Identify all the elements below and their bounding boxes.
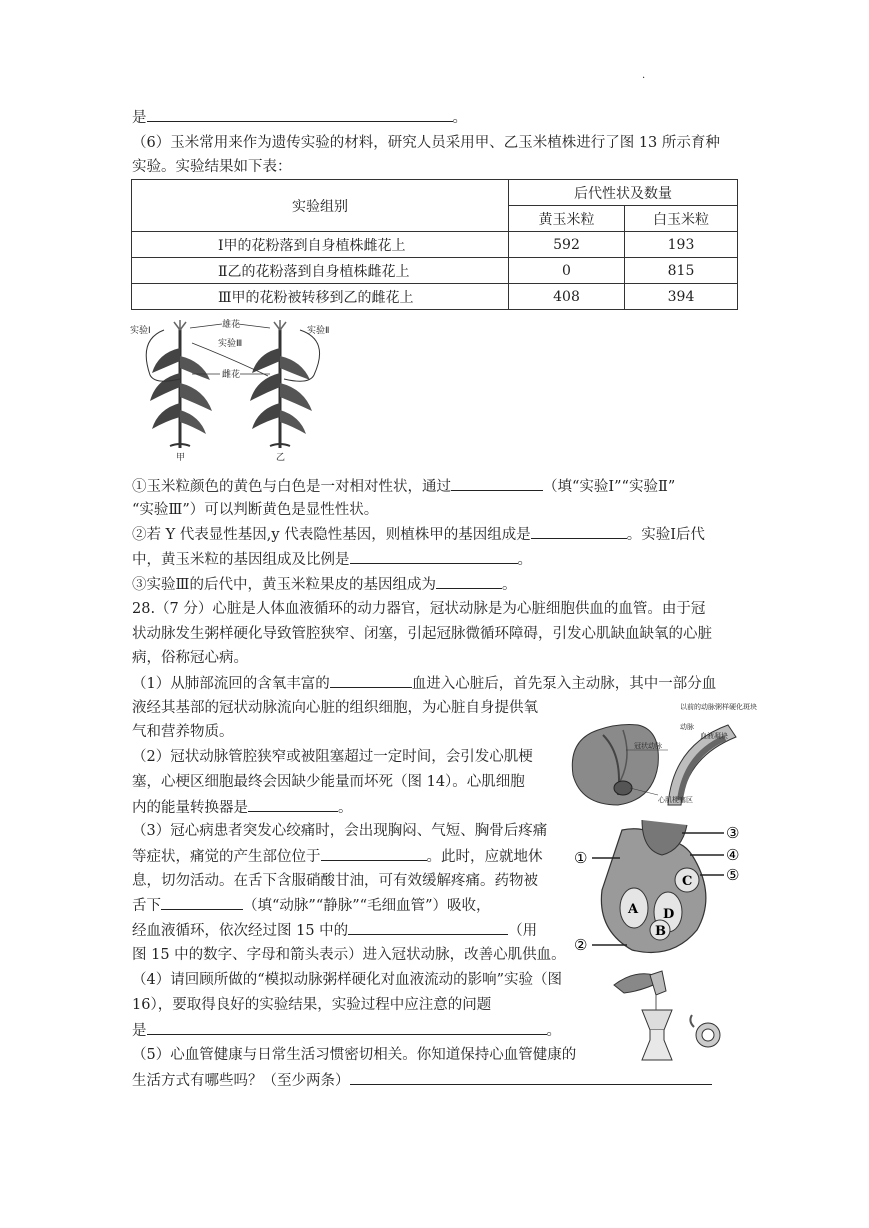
answer-blank[interactable] xyxy=(350,549,518,564)
q28-p3-g: 经血液循环，依次经过图 15 中的 （用 xyxy=(132,920,537,941)
q28-p4-b: 16），要取得良好的实验结果，实验过程中应注意的问题 xyxy=(132,997,492,1013)
prev-answer-line: 是 。 xyxy=(132,107,467,128)
label-A: A xyxy=(628,902,639,917)
q6-line1: （6）玉米常用来作为遗传实验的材料，研究人员采用甲、乙玉米植株进行了图 13 所示育种 xyxy=(132,135,720,151)
label-n1: ① xyxy=(574,849,588,867)
q28-p3-d: 息，切勿活动。在舌下含服硝酸甘油，可有效缓解疼痛。药物被 xyxy=(132,873,538,889)
answer-blank[interactable] xyxy=(350,1070,712,1085)
q28-p5: （5）心血管健康与日常生活习惯密切相关。你知道保持心血管健康的 xyxy=(132,1047,577,1063)
label-female: 雌花 xyxy=(222,370,241,380)
q28-p4: （4）请回顾所做的“模拟动脉粥样硬化对血液流动的影响”实验（图 xyxy=(132,972,563,988)
label-infarct: 心肌梗塞区 xyxy=(658,796,693,804)
table-row: Ⅰ甲的花粉落到自身植株雌花上 592 193 xyxy=(132,232,738,258)
q28-p3-e: 舌下 （填“动脉”“静脉”“毛细血管”）吸收， xyxy=(132,895,490,916)
label-artery: 动脉 xyxy=(680,723,694,731)
q28-p3: （3）冠心病患者突发心绞痛时，会出现胸闷、气短、胸骨后疼痛 xyxy=(132,823,548,839)
q28-p1-end: 气和营养物质。 xyxy=(132,724,234,740)
label-yi: 乙 xyxy=(276,453,286,463)
q28-p2: （2）冠状动脉管腔狭窄或被阻塞超过一定时间，会引发心肌梗 xyxy=(132,749,533,765)
offspring-header: 后代性状及数量 xyxy=(509,180,738,206)
q28-p3-i: 图 15 中的数字、字母和箭头表示）进入冠状动脉，改善心肌供血。 xyxy=(132,947,566,963)
answer-blank[interactable] xyxy=(436,574,502,589)
col-white: 白玉米粒 xyxy=(625,206,738,232)
group-header: 实验组别 xyxy=(132,180,509,232)
label-clot: 血液凝块 xyxy=(700,732,728,740)
answer-blank[interactable] xyxy=(330,673,412,688)
q28-intro2: 状动脉发生粥样硬化导致管腔狭窄、闭塞，引起冠脉微循环障碍，引发心肌缺血缺氧的心脏 xyxy=(132,626,712,642)
table-row: Ⅲ甲的花粉被转移到乙的雌花上 408 394 xyxy=(132,284,738,310)
q28-p1-cont: 液经其基部的冠状动脉流向心脏的组织细胞，为心脏自身提供氧 xyxy=(132,700,538,716)
figure-13-corn-plants xyxy=(130,318,350,463)
label-exp1: 实验Ⅰ xyxy=(130,326,151,336)
corn-plant-yi-icon xyxy=(250,320,312,448)
label-jia: 甲 xyxy=(176,453,186,463)
col-yellow: 黄玉米粒 xyxy=(509,206,625,232)
label-n3: ③ xyxy=(726,824,740,842)
answer-blank[interactable] xyxy=(348,920,508,935)
q28-intro3: 病，俗称冠心病。 xyxy=(132,650,248,666)
figure-14-heart-infarction xyxy=(568,700,757,810)
figure-15-heart-section xyxy=(572,820,747,960)
label-B: B xyxy=(655,924,666,939)
q6-sub2: ②若 Y 代表显性基因,y 代表隐性基因，则植株甲的基因组成是 。实验Ⅰ后代 xyxy=(132,524,705,545)
corn-plant-jia-icon xyxy=(150,320,212,448)
label-C: C xyxy=(682,874,693,889)
results-table xyxy=(131,179,738,310)
q6-sub3: ③实验Ⅲ的后代中，黄玉米粒果皮的基因组成为 。 xyxy=(132,574,516,595)
header-mark: . xyxy=(642,70,646,81)
answer-blank[interactable] xyxy=(147,107,453,122)
answer-blank[interactable] xyxy=(161,895,243,910)
answer-blank[interactable] xyxy=(248,797,338,812)
q28-p2-cont: 塞，心梗区细胞最终会因缺少能量而坏死（图 14）。心肌细胞 xyxy=(132,774,525,790)
label-plaque: 以前的动脉粥样硬化斑块 xyxy=(680,703,757,711)
q28-intro1: 28.（7 分）心脏是人体血液循环的动力器官，冠状动脉是为心脏细胞供血的血管。由于冠 xyxy=(132,601,706,617)
answer-blank[interactable] xyxy=(147,1020,547,1035)
label-exp3: 实验Ⅲ xyxy=(218,339,243,349)
q28-p4-c: 是 。 xyxy=(132,1020,561,1041)
label-n5: ⑤ xyxy=(726,866,740,884)
label-n4: ④ xyxy=(726,846,740,864)
q28-p5-b: 生活方式有哪些吗？（至少两条） xyxy=(132,1070,712,1091)
table-row: Ⅱ乙的花粉落到自身植株雌花上 0 815 xyxy=(132,258,738,284)
q28-p2-end: 内的能量转换器是 。 xyxy=(132,797,353,818)
label-exp2: 实验Ⅱ xyxy=(307,326,330,336)
answer-blank[interactable] xyxy=(451,476,543,491)
q6-sub2-cont: 中，黄玉米粒的基因组成及比例是 。 xyxy=(132,549,532,570)
q28-p1: （1）从肺部流回的含氧丰富的 血进入心脏后，首先泵入主动脉，其中一部分血 xyxy=(132,673,716,694)
q28-p3-b: 等症状，痛觉的产生部位位于 。此时，应就地休 xyxy=(132,846,543,867)
q6-sub1-cont: “实验Ⅲ”）可以判断黄色是显性性状。 xyxy=(132,502,379,518)
q6-line2: 实验。实验结果如下表： xyxy=(132,159,292,175)
q6-sub1: ①玉米粒颜色的黄色与白色是一对相对性状，通过 （填“实验Ⅰ”“实验Ⅱ” xyxy=(132,476,675,497)
label-male: 雄花 xyxy=(222,320,241,330)
label-coronary: 冠状动脉 xyxy=(634,742,662,750)
answer-blank[interactable] xyxy=(531,524,627,539)
label-n2: ② xyxy=(574,936,588,954)
figure-16-experiment xyxy=(612,965,730,1065)
answer-blank[interactable] xyxy=(321,846,427,861)
label-D: D xyxy=(663,907,675,922)
